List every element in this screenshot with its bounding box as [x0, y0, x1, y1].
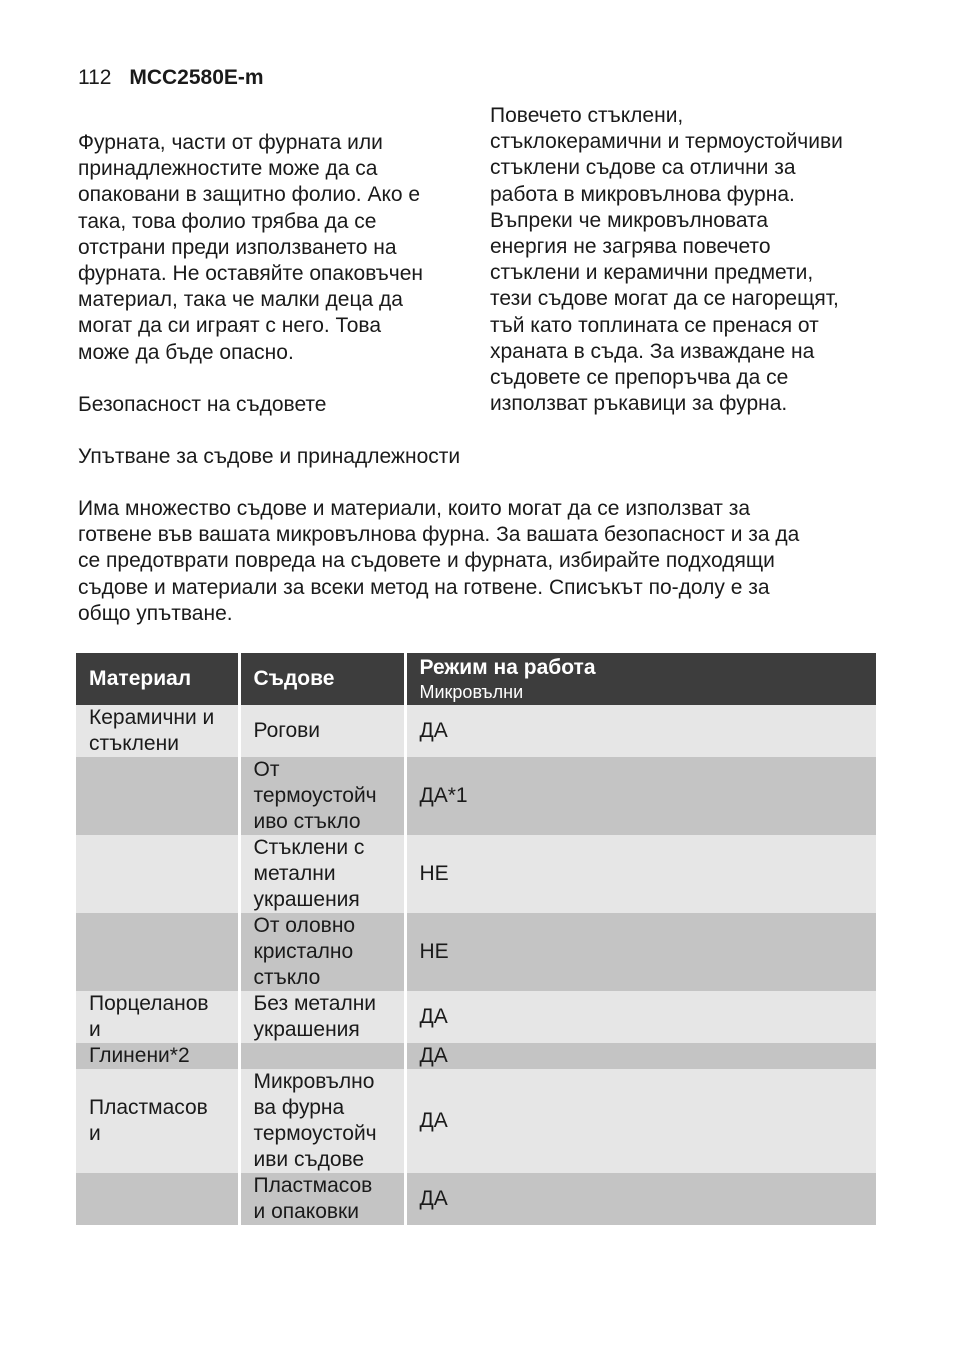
text-line: тези съдове могат да се нагорещят,	[490, 287, 839, 311]
text-line: стъклокерамични и термоустойчиви	[490, 130, 843, 154]
cell-line: Микровълно	[253, 1070, 375, 1093]
cell-line: метални	[253, 862, 336, 885]
glassware-paragraph	[490, 103, 890, 417]
text-line: стъклени съдове са отлични за	[490, 156, 796, 180]
cell-line: и опаковки	[253, 1200, 359, 1223]
header-mode	[405, 653, 876, 705]
text-line: Повечето стъклени,	[490, 104, 684, 127]
table-row	[76, 991, 876, 1043]
cell-line: От оловно	[253, 914, 356, 937]
dishes-cell	[239, 1173, 405, 1225]
safety-heading: Безопасност на съдовете	[78, 393, 327, 416]
mode-cell: ДА	[405, 705, 876, 757]
text-line: се предотврати повреда на съдовете и фурната, избирайте подходящи	[78, 549, 775, 573]
text-line: използват ръкавици за фурна.	[490, 392, 788, 416]
cell-line: украшения	[253, 888, 360, 911]
material-cell	[76, 1043, 239, 1069]
dishes-cell	[239, 705, 405, 757]
header-material: Материал	[76, 653, 239, 705]
table-row	[76, 757, 876, 835]
mode-cell: НЕ	[405, 835, 876, 913]
table-row	[76, 913, 876, 991]
table-row	[76, 705, 876, 757]
text-line: материал, така че малки деца да	[78, 288, 403, 312]
mode-cell: ДА	[405, 1069, 876, 1173]
cell-line: Порцеланов	[89, 992, 209, 1015]
text-line: съдовете се препоръчва да се	[490, 366, 789, 390]
cookware-table	[76, 653, 876, 1225]
cell-line: стъклени	[89, 732, 179, 755]
cell-line: термоустойч	[253, 1122, 377, 1145]
text-line: така, това фолио трябва да се	[78, 209, 377, 233]
dishes-cell	[239, 991, 405, 1043]
cell-line: и	[89, 1018, 101, 1041]
cell-line: иво стъкло	[253, 810, 361, 833]
cell-line: термоустойч	[253, 784, 377, 807]
cell-line: Рогови	[253, 719, 321, 742]
text-line: отстрани преди използването на	[78, 235, 397, 259]
dishes-cell	[239, 1069, 405, 1173]
header-mode-title: Режим на работа	[419, 656, 596, 679]
text-line: опаковани в защитно фолио. Ако е	[78, 183, 421, 207]
material-cell	[76, 1173, 239, 1225]
cell-line: ва фурна	[253, 1096, 345, 1119]
text-line: могат да си играят с него. Това	[78, 314, 382, 338]
cell-line: Пластмасов	[89, 1096, 208, 1119]
mode-cell: ДА*1	[405, 757, 876, 835]
material-cell	[76, 835, 239, 913]
header-mode-subtitle: Микровълни	[419, 682, 524, 702]
model-name: MCC2580E-m	[129, 66, 264, 89]
guide-heading: Упътване за съдове и принадлежности	[78, 445, 461, 468]
header-dishes: Съдове	[239, 653, 405, 705]
table-header-row	[76, 653, 876, 705]
text-line: Има множество съдове и материали, които могат да се използват за	[78, 497, 751, 520]
dishes-cell	[239, 757, 405, 835]
material-cell	[76, 991, 239, 1043]
mode-cell: ДА	[405, 991, 876, 1043]
cell-line: кристално	[253, 940, 354, 963]
cell-line: украшения	[253, 1018, 360, 1041]
text-line: може да бъде опасно.	[78, 340, 294, 364]
cell-line: От	[253, 758, 280, 781]
intro-paragraph	[78, 496, 898, 627]
table-row	[76, 835, 876, 913]
text-line: съдове и материали за всеки метод на готвене. Списъкът по-долу е за	[78, 575, 770, 599]
mode-cell: ДА	[405, 1173, 876, 1225]
text-line: работа в микровълнова фурна.	[490, 182, 795, 206]
text-line: общо упътване.	[78, 601, 233, 625]
mode-cell: ДА	[405, 1043, 876, 1069]
packaging-paragraph	[78, 130, 478, 366]
text-line: принадлежностите може да са	[78, 157, 378, 181]
table-row	[76, 1043, 876, 1069]
text-line: Въпреки че микровълновата	[490, 208, 769, 232]
material-cell	[76, 705, 239, 757]
cell-line: Стъклени с	[253, 836, 365, 859]
dishes-cell	[239, 913, 405, 991]
mode-cell: НЕ	[405, 913, 876, 991]
table-row	[76, 1069, 876, 1173]
material-cell	[76, 913, 239, 991]
dishes-cell	[239, 1043, 405, 1069]
text-line: енергия не загрява повечето	[490, 235, 771, 259]
page-number: 112	[78, 66, 112, 89]
material-cell	[76, 757, 239, 835]
dishes-cell	[239, 835, 405, 913]
page-header	[78, 64, 264, 92]
cell-line: и	[89, 1122, 101, 1145]
cell-line: Пластмасов	[253, 1174, 373, 1197]
material-cell	[76, 1069, 239, 1173]
cell-line: Глинени*2	[89, 1044, 190, 1067]
cell-line: Керамични и	[89, 706, 215, 729]
text-line: готвене във вашата микровълнова фурна. За вашата безопасност и за да	[78, 523, 800, 547]
cell-line: иви съдове	[253, 1148, 365, 1171]
cell-line: Без метални	[253, 992, 377, 1015]
table-row	[76, 1173, 876, 1225]
cell-line: стъкло	[253, 966, 321, 989]
text-line: храната в съда. За изваждане на	[490, 339, 815, 363]
text-line: Фурната, части от фурната или	[78, 131, 383, 154]
text-line: фурната. Не оставяйте опаковъчен	[78, 262, 424, 286]
text-line: стъклени и керамични предмети,	[490, 261, 814, 285]
text-line: тъй като топлината се пренася от	[490, 313, 819, 337]
table-body	[76, 705, 876, 1225]
